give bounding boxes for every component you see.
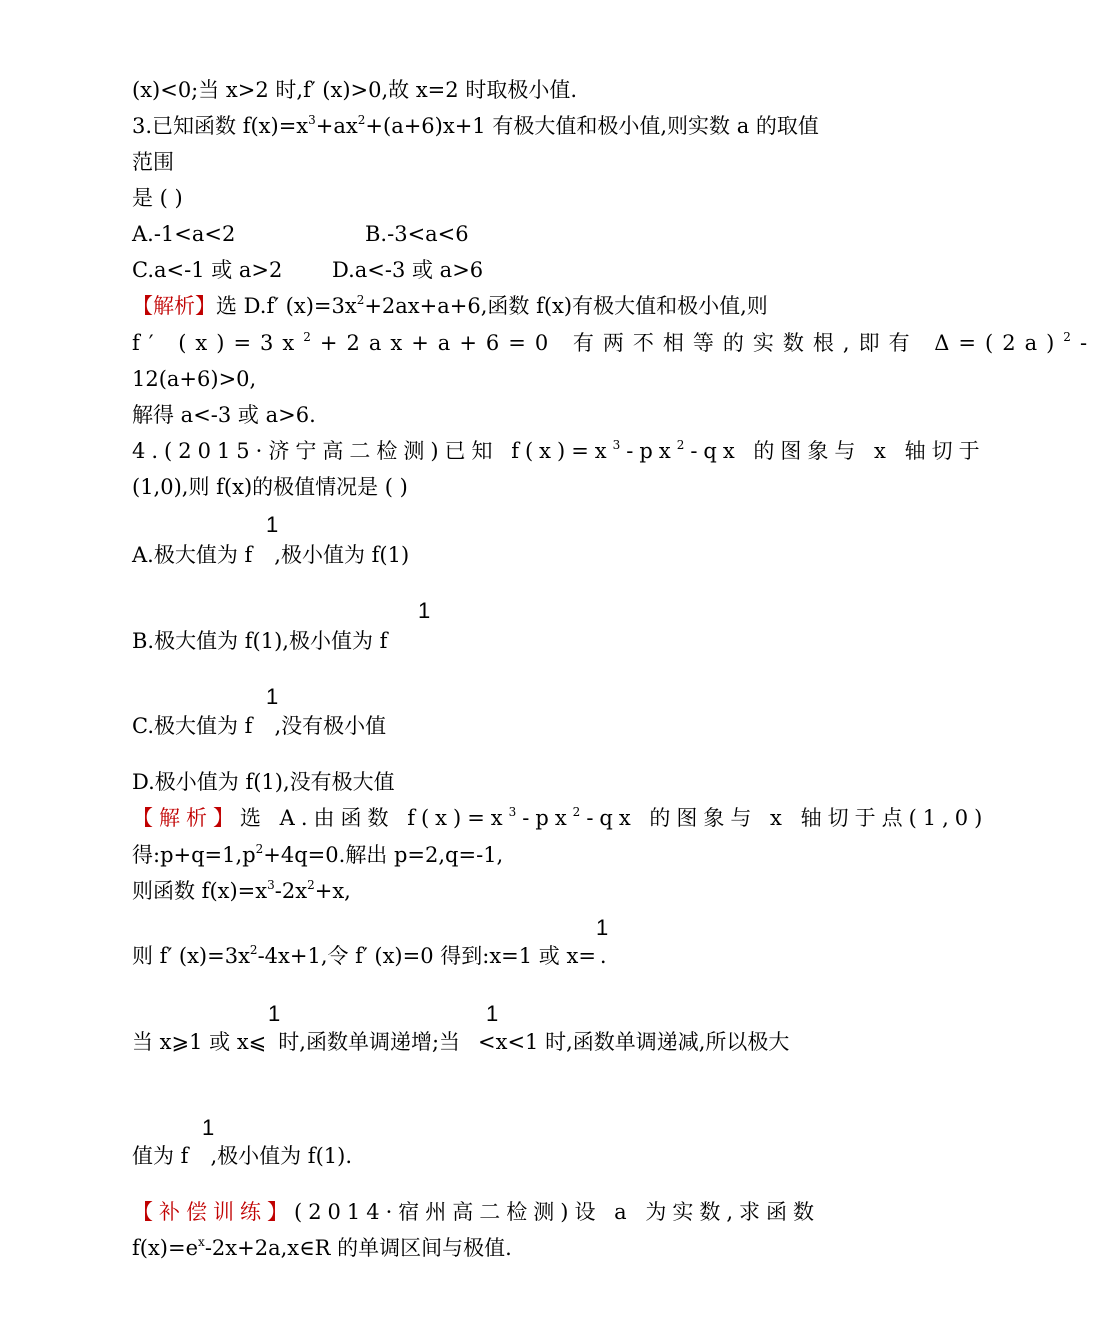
q3-option-c: C.a<-1 或 a>2 xyxy=(132,258,283,282)
supp-label: 【补偿训练】 xyxy=(132,1200,294,1224)
fraction-numerator: 1 xyxy=(486,1001,499,1026)
q4-analysis-line3: 则函数 $f(x)=x^3-2x^2+x$, xyxy=(132,878,351,903)
q4-option-c: C.极大值为 f ,没有极小值 xyxy=(132,714,387,738)
q3-stem: 3.已知函数 $f(x)=x^3+ax^2+(a+6)x+1$ 有极大值和极小值,则实数 a 的取值 xyxy=(132,113,819,138)
q3-analysis-line2: f′ $(x)=3x^2+2ax+a+6=0$ 有两不相等的实数根,即有 $\Delta=(2a)^2-$ xyxy=(132,330,1096,355)
q4-analysis-line4: 则 f′ $(x)=3x^2-4x+1$,令 f′ (x)=0 得到:x=1 或 x= . xyxy=(132,943,607,968)
q3-option-d: D.a<-3 或 a>6 xyxy=(332,258,484,282)
q3-stem-line3: 是 ( ) xyxy=(132,186,183,210)
fraction-numerator: 1 xyxy=(596,915,609,940)
q3-option-b: B.-3<a<6 xyxy=(365,222,469,246)
q4-option-d: D.极小值为 f(1),没有极大值 xyxy=(132,770,395,794)
q4-option-b: B.极大值为 f(1),极小值为 f xyxy=(132,629,388,653)
fraction-numerator: 1 xyxy=(268,1001,281,1026)
q3-analysis-line1: 【解析】选 D.f′ $(x)=3x^2+2ax+a+6$,函数 f(x)有极大值和极小值,则 xyxy=(132,293,768,318)
q4-analysis-line1: 【解析】选 A.由函数 $f(x)=x^3-px^2-qx$ 的图象与 x 轴切于点(1,0) xyxy=(132,805,989,830)
fraction-numerator: 1 xyxy=(418,598,431,623)
q4-analysis-line6: 值为 f ,极小值为 f(1). xyxy=(132,1144,352,1168)
supp-line2: $f(x)=e^x-2x+2a,x\in R$ 的单调区间与极值. xyxy=(132,1235,512,1260)
text-line: (x)<0;当 x>2 时,f′ (x)>0,故 x=2 时取极小值. xyxy=(132,78,577,102)
fraction-numerator: 1 xyxy=(202,1115,215,1140)
q3-analysis-line3: 12(a+6)>0, xyxy=(132,367,257,391)
q4-option-a: A.极大值为 f ,极小值为 f(1) xyxy=(132,543,410,567)
fraction-numerator: 1 xyxy=(266,684,279,709)
q3-stem-line2: 范围 xyxy=(132,150,174,174)
q4-analysis-line5: 当 x⩾1 或 x⩽ 时,函数单调递增;当 <x<1 时,函数单调递减,所以极大 xyxy=(132,1030,790,1054)
q4-stem-line2: (1,0),则 f(x)的极值情况是 ( ) xyxy=(132,475,408,499)
analysis-label: 【解析】 xyxy=(132,806,240,830)
supp-line1: 【补偿训练】(2014·宿州高二检测)设 a 为实数,求函数 xyxy=(132,1200,821,1224)
q3-analysis-line4: 解得 a<-3 或 a>6. xyxy=(132,403,316,427)
fraction-numerator: 1 xyxy=(266,512,279,537)
q4-analysis-line2: 得$:p+q=1,p^2+4q=0$.解出 p=2,q=-1, xyxy=(132,842,504,867)
analysis-label: 【解析】 xyxy=(132,294,216,318)
q4-stem: 4.(2015·济宁高二检测)已知 $f(x)=x^3-px^2-qx$ 的图象与 x 轴切于 xyxy=(132,438,986,463)
q3-option-a: A.-1<a<2 xyxy=(132,222,236,246)
